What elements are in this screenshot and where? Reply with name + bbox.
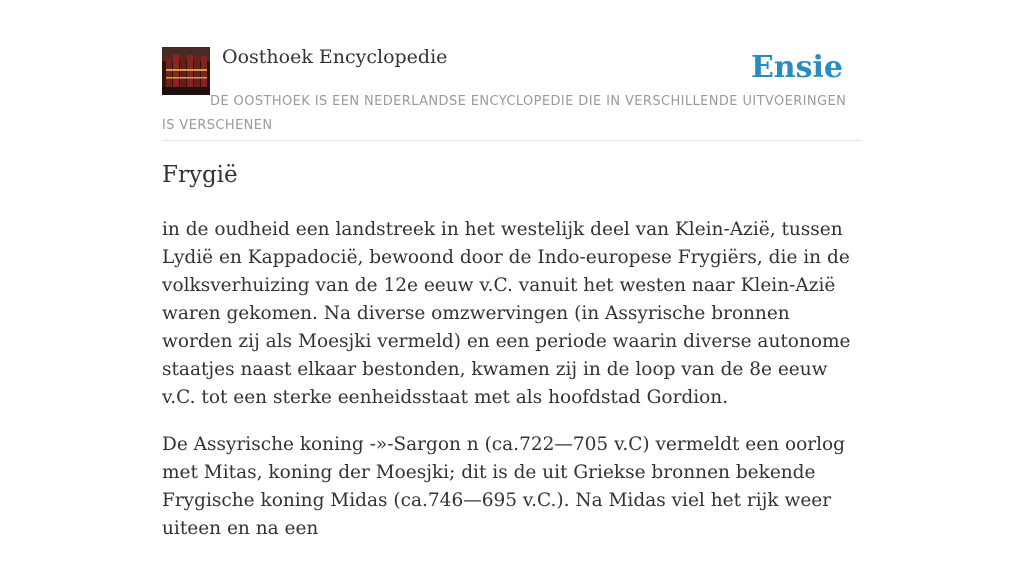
brand-logo[interactable]: Ensie [750, 50, 843, 85]
site-header [162, 44, 862, 141]
source-name[interactable]: Oosthoek Encyclopedie [222, 46, 448, 68]
article-title: Frygië [162, 162, 238, 188]
source-tagline: DE OOSTHOEK IS EEN NEDERLANDSE ENCYCLOPEDIE DIE IN VERSCHILLENDE UITVOERINGEN IS VERSCHENEN [162, 94, 847, 133]
article-body [162, 216, 862, 562]
source-avatar[interactable] [162, 47, 210, 95]
encyclopedia-books-icon [162, 47, 210, 95]
article-paragraph: De Assyrische koning -»-Sargon n (ca.722—705 v.C) vermeldt een oorlog met Mitas, koning der Moesjki; dit is de uit Griekse bronnen bekende Frygische koning Midas (ca.746—695 v.C.). Na Midas viel het rijk weer uiteen en na een [162, 434, 845, 539]
article-paragraph: in de oudheid een landstreek in het westelijk deel van Klein-Azië, tussen Lydië en Kappadocië, bewoond door de Indo-europese Frygiërs, die in de volksverhuizing van de 12e eeuw v.C. vanuit het westen naar Klein-Azië waren gekomen. Na diverse omzwervingen (in Assyrische bronnen worden zij als Moesjki vermeld) en een periode waarin diverse autonome staatjes naast elkaar bestonden, kwamen zij in de loop van de 8e eeuw v.C. tot een sterke eenheidsstaat met als hoofdstad Gordion. [162, 219, 851, 408]
